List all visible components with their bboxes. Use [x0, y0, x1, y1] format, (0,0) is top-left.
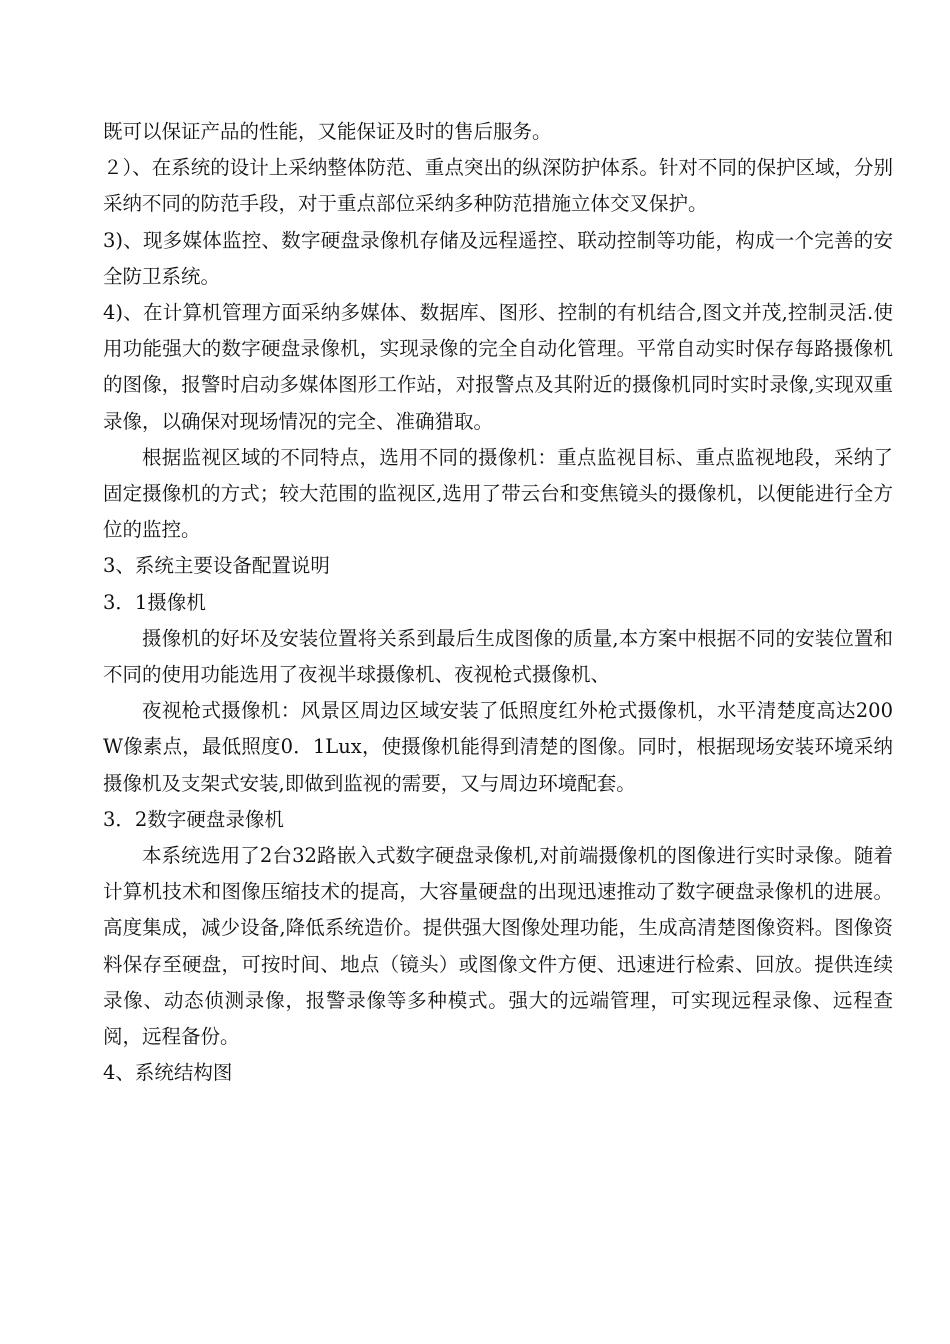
- heading-section-3-1: 3．1摄像机: [103, 590, 206, 614]
- paragraph-camera-selection: 根据监视区域的不同特点，选用不同的摄像机：重点监视目标、重点监视地段，采纳了固定摄像机的方式；较大范围的监视区,选用了带云台和变焦镜头的摄像机，以便能进行全方位的监控。: [103, 445, 893, 542]
- paragraph-point-4-computer-management: 4)、在计算机管理方面采纳多媒体、数据库、图形、控制的有机结合,图文并茂,控制灵活.使用功能强大的数字硬盘录像机，实现录像的完全自动化管理。平常自动实时保存每路摄像机的图像，报警时启动多媒体图形工作站，对报警点及其附近的摄像机同时实时录像,实现双重录像，以确保对现场情况的完全、准确猎取。: [103, 301, 893, 433]
- paragraph-point-3-multimedia-monitoring: 3)、现多媒体监控、数字硬盘录像机存储及远程遥控、联动控制等功能，构成一个完善的安全防卫系统。: [103, 228, 893, 288]
- paragraph-point-2-defense-system: ２）、在系统的设计上采纳整体防范、重点突出的纵深防护体系。针对不同的保护区域，分别采纳不同的防范手段，对于重点部位采纳多种防范措施立体交叉保护。: [103, 156, 893, 216]
- paragraph-night-vision-camera: 夜视枪式摄像机：风景区周边区域安装了低照度红外枪式摄像机，水平清楚度高达200W像素点，最低照度0．1Lux，使摄像机能得到清楚的图像。同时，根据现场安装环境采纳摄像机及支架式安装,即做到监视的需要，又与周边环境配套。: [103, 699, 893, 795]
- heading-section-3-2: 3．2数字硬盘录像机: [103, 807, 284, 831]
- heading-section-3: 3、系统主要设备配置说明: [103, 554, 330, 578]
- document-body: [103, 114, 893, 1091]
- paragraph-camera-quality: 摄像机的好坏及安装位置将关系到最后生成图像的质量,本方案中根据不同的安装位置和不同的使用功能选用了夜视半球摄像机、夜视枪式摄像机、: [103, 626, 893, 687]
- paragraph-digital-video-recorder: 本系统选用了2台32路嵌入式数字硬盘录像机,对前端摄像机的图像进行实时录像。随着计算机技术和图像压缩技术的提高，大容量硬盘的出现迅速推动了数字硬盘录像机的进展。高度集成，减少设备,降低系统造价。提供强大图像处理功能，生成高清楚图像资料。图像资料保存至硬盘，可按时间、地点（镜头）或图像文件方便、迅速进行检索、回放。提供连续录像、动态侦测录像，报警录像等多种模式。强大的远端管理，可实现远程录像、远程查阅，远程备份。: [103, 844, 893, 1049]
- paragraph-after-sales-service: 既可以保证产品的性能，又能保证及时的售后服务。: [103, 120, 552, 143]
- heading-section-4: 4、系统结构图: [103, 1061, 233, 1085]
